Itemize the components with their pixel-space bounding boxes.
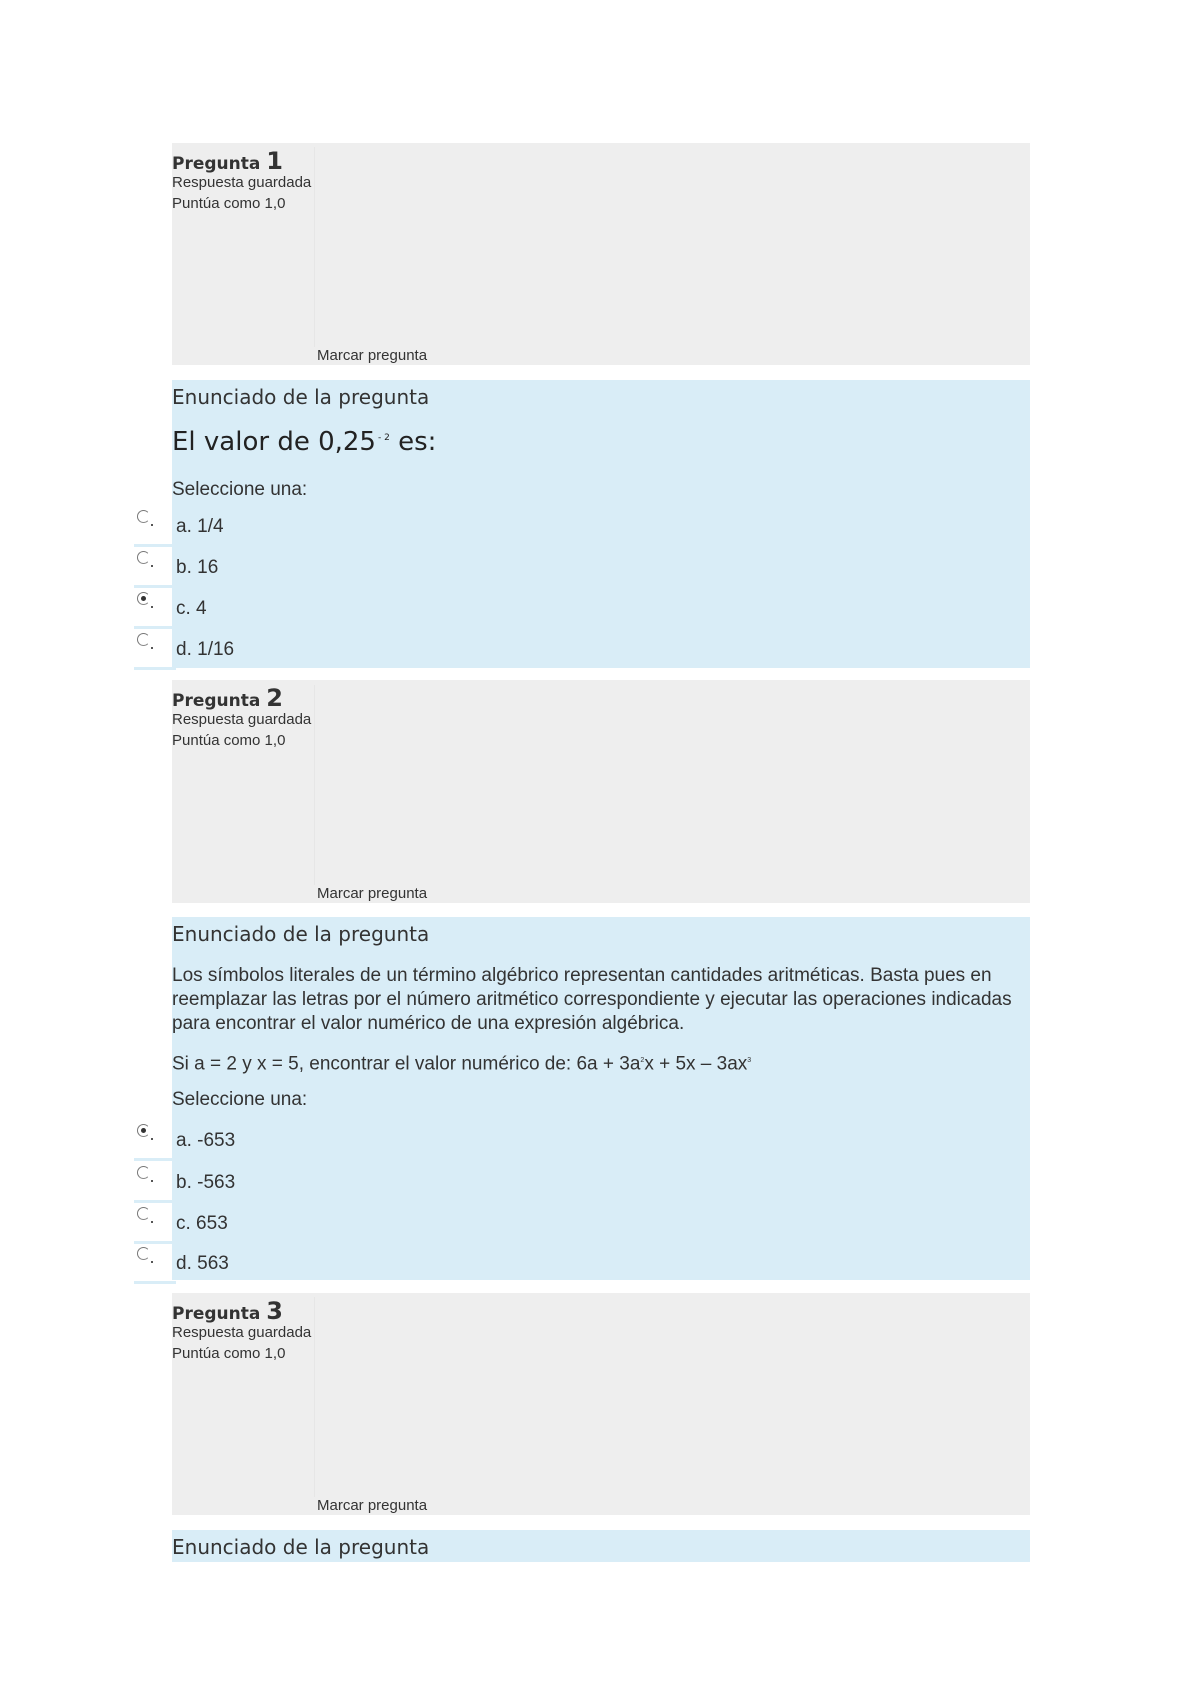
question-3-content bbox=[172, 1530, 1030, 1562]
question-grade: Puntúa como 1,0 bbox=[172, 195, 286, 212]
answer-option[interactable] bbox=[134, 508, 224, 547]
question-title-prefix: Pregunta bbox=[172, 154, 261, 174]
expression-sup-2: 3 bbox=[747, 1057, 752, 1064]
option-underline bbox=[134, 1281, 176, 1284]
option-underline bbox=[134, 1241, 176, 1244]
flag-question-link[interactable]: Marcar pregunta bbox=[317, 1497, 428, 1514]
option-label: c. 653 bbox=[176, 1213, 228, 1234]
expression-sup-1: 2 bbox=[640, 1057, 645, 1064]
question-2-content bbox=[172, 917, 1030, 1280]
option-underline bbox=[134, 544, 176, 547]
question-expression bbox=[172, 1049, 1022, 1076]
question-heading: Enunciado de la pregunta bbox=[172, 1535, 430, 1559]
question-title bbox=[172, 684, 283, 712]
answer-prompt: Seleccione una: bbox=[172, 479, 308, 500]
radio-button[interactable] bbox=[137, 1166, 150, 1179]
radio-mark bbox=[151, 1180, 153, 1182]
flag-question-link[interactable]: Marcar pregunta bbox=[317, 885, 428, 902]
radio-mark bbox=[151, 647, 153, 649]
answer-option[interactable] bbox=[134, 1205, 228, 1244]
option-label: a. 1/4 bbox=[176, 516, 224, 537]
radio-mark bbox=[151, 1221, 153, 1223]
radio-mark bbox=[151, 1261, 153, 1263]
question-1-info bbox=[172, 143, 1030, 365]
question-title-prefix: Pregunta bbox=[172, 691, 261, 711]
answer-option[interactable] bbox=[134, 631, 235, 670]
radio-mark bbox=[151, 565, 153, 567]
question-title bbox=[172, 147, 283, 175]
radio-button[interactable] bbox=[137, 633, 150, 646]
option-label: b. -563 bbox=[176, 1172, 236, 1193]
expression-part-a: Si a = 2 y x = 5, encontrar el valor numérico de: 6a + 3a bbox=[172, 1053, 641, 1075]
question-grade: Puntúa como 1,0 bbox=[172, 1345, 286, 1362]
option-underline bbox=[134, 1158, 176, 1161]
answer-option[interactable] bbox=[134, 590, 207, 629]
question-title bbox=[172, 1297, 283, 1325]
answer-option[interactable] bbox=[134, 549, 219, 588]
option-underline bbox=[134, 667, 176, 670]
answer-option[interactable] bbox=[134, 1164, 236, 1203]
question-heading: Enunciado de la pregunta bbox=[172, 922, 430, 946]
answer-option[interactable] bbox=[134, 1122, 236, 1161]
answer-option[interactable] bbox=[134, 1245, 229, 1284]
radio-button[interactable] bbox=[137, 510, 150, 523]
radio-button-selected[interactable] bbox=[137, 1124, 150, 1137]
question-grade: Puntúa como 1,0 bbox=[172, 732, 286, 749]
question-state: Respuesta guardada bbox=[172, 174, 312, 191]
option-underline bbox=[134, 626, 176, 629]
radio-button[interactable] bbox=[137, 1247, 150, 1260]
option-underline bbox=[134, 585, 176, 588]
question-number: 2 bbox=[266, 684, 283, 712]
question-paragraph: Los símbolos literales de un término algébrico representan cantidades aritméticas. Basta pues en reemplazar las letras por el número aritmético correspondiente y ejecutar las operaciones indicadas para encontrar el valor numérico de una expresión algébrica. bbox=[172, 965, 1012, 1034]
radio-button-selected[interactable] bbox=[137, 592, 150, 605]
radio-button[interactable] bbox=[137, 1207, 150, 1220]
radio-mark bbox=[151, 606, 153, 608]
expression-part-b: x + 5x – 3ax bbox=[644, 1053, 748, 1075]
option-label: b. 16 bbox=[176, 557, 219, 578]
option-label: a. -653 bbox=[176, 1130, 236, 1151]
question-heading: Enunciado de la pregunta bbox=[172, 385, 430, 409]
question-state: Respuesta guardada bbox=[172, 1324, 312, 1341]
radio-mark bbox=[151, 1138, 153, 1140]
question-text-exponent: - 2 bbox=[377, 433, 390, 444]
question-text bbox=[172, 427, 436, 457]
option-underline bbox=[134, 1200, 176, 1203]
question-title-prefix: Pregunta bbox=[172, 1304, 261, 1324]
question-text-main: El valor de 0,25 bbox=[172, 427, 376, 457]
answer-prompt: Seleccione una: bbox=[172, 1089, 308, 1110]
question-number: 1 bbox=[266, 147, 283, 175]
question-text-tail: es: bbox=[389, 427, 437, 457]
radio-button[interactable] bbox=[137, 551, 150, 564]
question-3-info bbox=[172, 1293, 1030, 1515]
option-label: c. 4 bbox=[176, 598, 207, 619]
question-1-content bbox=[172, 380, 1030, 668]
question-2-info bbox=[172, 680, 1030, 903]
flag-question-link[interactable]: Marcar pregunta bbox=[317, 347, 428, 364]
radio-mark bbox=[151, 524, 153, 526]
question-state: Respuesta guardada bbox=[172, 711, 312, 728]
question-number: 3 bbox=[266, 1297, 283, 1325]
option-label: d. 563 bbox=[176, 1253, 229, 1274]
option-label: d. 1/16 bbox=[176, 639, 235, 660]
